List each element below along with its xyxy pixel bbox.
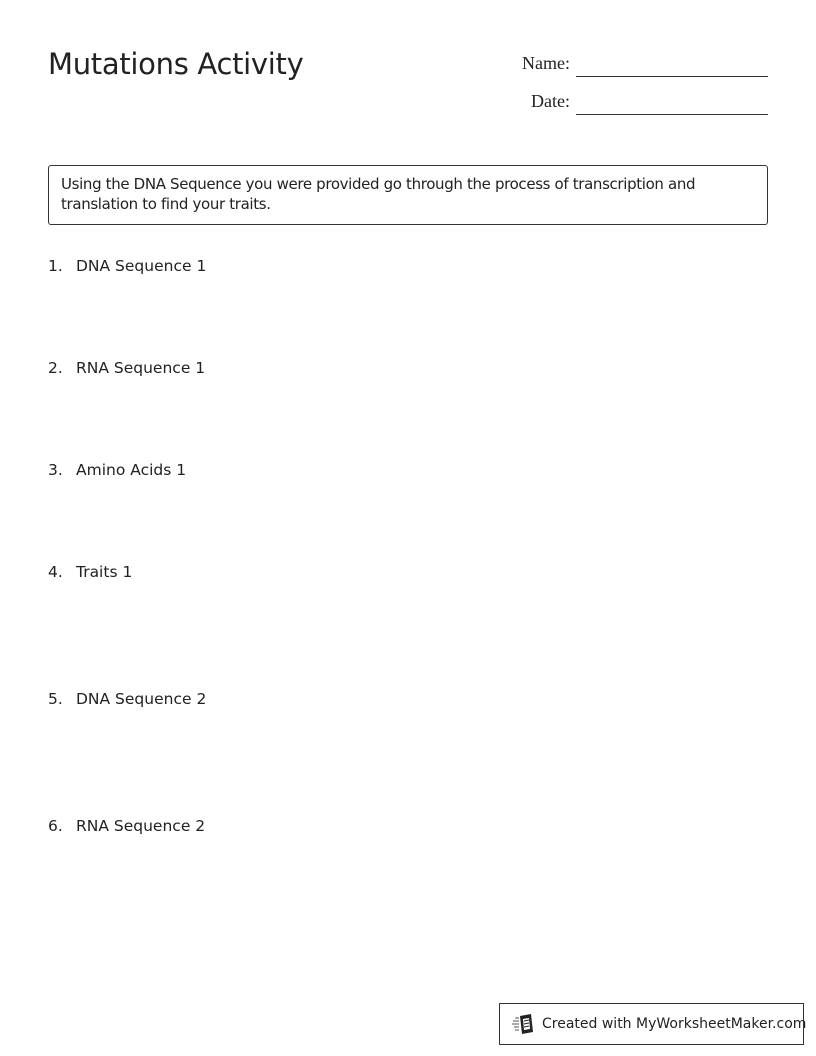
worksheet-maker-logo-icon <box>512 1013 536 1035</box>
name-blank-line <box>576 76 768 77</box>
question-label: DNA Sequence 1 <box>76 257 207 275</box>
question-label: RNA Sequence 1 <box>76 359 206 377</box>
question-label: Amino Acids 1 <box>76 461 187 479</box>
question-item <box>48 563 132 581</box>
question-item <box>48 461 186 479</box>
question-number: 4. <box>48 563 63 581</box>
date-label: Date: <box>531 91 570 111</box>
question-number: 3. <box>48 461 63 479</box>
question-item <box>48 690 206 708</box>
worksheet-title: Mutations Activity <box>48 47 304 81</box>
question-label: RNA Sequence 2 <box>76 817 206 835</box>
question-label: DNA Sequence 2 <box>76 690 207 708</box>
created-with-text: Created with MyWorksheetMaker.com <box>542 1016 807 1032</box>
question-item <box>48 817 205 835</box>
question-item <box>48 257 206 275</box>
date-blank-line <box>576 114 768 115</box>
question-number: 5. <box>48 690 63 708</box>
instructions-box: Using the DNA Sequence you were provided go through the process of transcription and translation to find your traits. <box>48 165 768 225</box>
name-label: Name: <box>522 53 570 73</box>
date-field <box>500 90 768 112</box>
question-number: 6. <box>48 817 63 835</box>
question-number: 2. <box>48 359 63 377</box>
question-label: Traits 1 <box>76 563 133 581</box>
created-with-badge <box>499 1003 807 1045</box>
name-field <box>500 52 768 74</box>
question-item <box>48 359 205 377</box>
question-number: 1. <box>48 257 63 275</box>
